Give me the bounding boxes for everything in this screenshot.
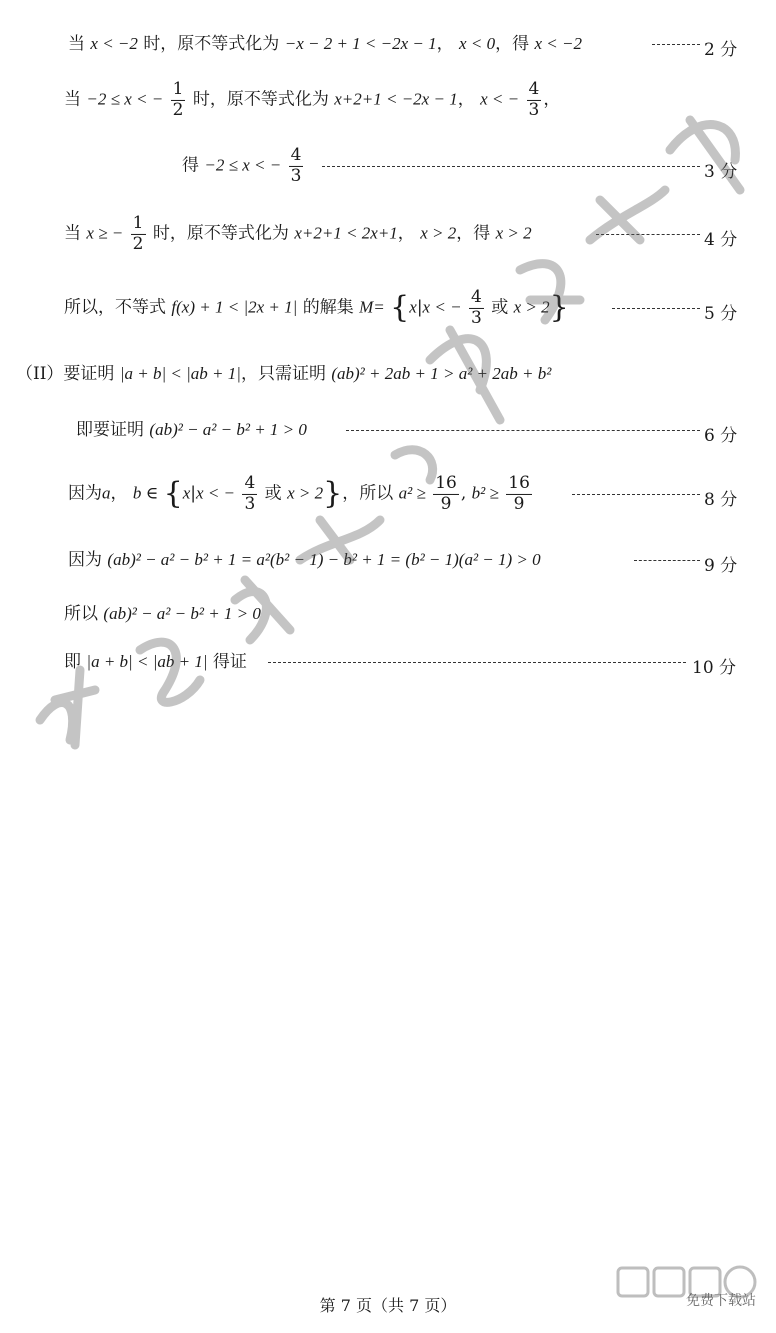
denominator: 9 xyxy=(513,493,525,514)
numerator: 4 xyxy=(290,144,302,165)
numerator: 4 xyxy=(470,286,482,307)
dash-leader xyxy=(268,662,686,663)
line-content xyxy=(64,214,532,254)
math: x < − xyxy=(480,89,520,109)
text: 当 xyxy=(68,34,85,54)
right-brace: } xyxy=(323,476,343,511)
fraction xyxy=(131,214,146,254)
math: x xyxy=(182,483,191,503)
left-brace: { xyxy=(163,476,183,511)
math: |a + b| < |ab + 1| xyxy=(119,364,241,383)
math: −2 ≤ x < − xyxy=(86,89,164,109)
denominator: 2 xyxy=(132,233,144,254)
score-label: 3 分 xyxy=(704,162,738,182)
denominator: 3 xyxy=(528,99,540,120)
solution-line-6 xyxy=(0,346,776,402)
math: M= xyxy=(359,297,385,317)
line-content xyxy=(76,421,307,439)
math: x < −2 xyxy=(534,34,582,53)
math: x ≥ − xyxy=(86,223,124,243)
dash-leader xyxy=(652,44,700,45)
numerator: 1 xyxy=(132,212,144,233)
text: 因为 xyxy=(68,483,102,504)
text: , xyxy=(460,483,467,504)
line-content xyxy=(182,146,305,186)
denominator: 3 xyxy=(470,307,482,328)
math: −2 ≤ x < − xyxy=(204,155,282,175)
fraction xyxy=(433,474,459,514)
fraction xyxy=(289,146,304,186)
math: (ab)² − a² − b² + 1 > 0 xyxy=(149,420,307,439)
text: 或 xyxy=(264,483,282,504)
line-content xyxy=(64,80,560,120)
line-content xyxy=(64,653,247,671)
line-content xyxy=(68,35,582,53)
numerator: 16 xyxy=(435,472,457,493)
dash-leader xyxy=(634,560,700,561)
math: (ab)² + 2ab + 1 > a² + 2ab + b² xyxy=(331,364,552,383)
set-bar: | xyxy=(190,483,197,504)
text: 当 xyxy=(64,223,81,244)
text: ，所以 xyxy=(342,483,394,504)
text: ，得 xyxy=(456,223,491,244)
numerator: 4 xyxy=(528,78,540,99)
math: b² ≥ xyxy=(471,483,499,503)
line-content xyxy=(68,474,534,514)
fraction xyxy=(506,474,532,514)
solution-line-8 xyxy=(0,462,776,526)
denominator: 3 xyxy=(244,493,256,514)
denominator: 2 xyxy=(172,99,184,120)
math: x < − xyxy=(196,483,236,503)
math: x+2+1 < −2x − 1 xyxy=(334,89,458,109)
math: x < −2 xyxy=(90,34,138,53)
page-footer: 第 7 页（共 7 页） xyxy=(319,1296,457,1315)
text: ， xyxy=(110,483,128,504)
math: (ab)² − a² − b² + 1 > 0 xyxy=(103,604,261,623)
line-content xyxy=(64,605,261,623)
math: x > 2 xyxy=(495,223,532,243)
line-content xyxy=(64,288,569,328)
line-content xyxy=(16,365,551,383)
dash-leader xyxy=(346,430,700,431)
right-brace: } xyxy=(549,290,569,325)
solution-line-4 xyxy=(0,202,776,266)
fraction xyxy=(469,288,484,328)
watermark-text: 免费下载站 xyxy=(686,1293,756,1309)
set-bar: | xyxy=(416,297,423,318)
score-label: 4 分 xyxy=(704,230,738,250)
text: 得 xyxy=(182,155,199,176)
text: ， xyxy=(543,89,561,110)
fraction xyxy=(527,80,542,120)
text: ， xyxy=(436,34,454,54)
text: （II）要证明 xyxy=(16,364,115,384)
text: 得证 xyxy=(212,652,247,672)
solution-line-9 xyxy=(0,532,776,588)
dash-leader xyxy=(612,308,700,309)
score-label: 2 分 xyxy=(704,40,738,60)
solution-line-3 xyxy=(0,134,776,198)
math: x > 2 xyxy=(287,483,324,503)
score-label: 5 分 xyxy=(704,304,738,324)
math: x > 2 xyxy=(420,223,457,243)
left-brace: { xyxy=(390,290,410,325)
dash-leader xyxy=(572,494,700,495)
solution-line-5 xyxy=(0,276,776,340)
math: b ∈ xyxy=(132,483,159,503)
score-label: 6 分 xyxy=(704,426,738,446)
math: x+2+1 < 2x+1 xyxy=(294,223,398,243)
text: ，得 xyxy=(495,34,530,54)
math: a² ≥ xyxy=(398,483,426,503)
denominator: 3 xyxy=(290,165,302,186)
text: 时，原不等式化为 xyxy=(152,223,289,244)
math: x < 0 xyxy=(459,34,496,53)
dash-leader xyxy=(596,234,700,235)
math: (ab)² − a² − b² + 1 = a²(b² − 1) − b² + 1 = (b² − 1)(a² − 1) > 0 xyxy=(107,550,541,569)
math: x < − xyxy=(422,297,462,317)
numerator: 1 xyxy=(172,78,184,99)
fraction xyxy=(242,474,257,514)
text: 当 xyxy=(64,89,81,110)
solution-line-2 xyxy=(0,68,776,132)
text: 所以，不等式 xyxy=(64,297,166,318)
fraction xyxy=(171,80,186,120)
score-label: 8 分 xyxy=(704,490,738,510)
math: f(x) + 1 < |2x + 1| xyxy=(171,297,298,317)
text: ， xyxy=(457,89,475,110)
text: 时，原不等式化为 xyxy=(192,89,329,110)
logo-glyph xyxy=(618,1268,648,1296)
math: x xyxy=(409,297,417,317)
text: ， xyxy=(397,223,415,244)
denominator: 9 xyxy=(440,493,452,514)
solution-line-11 xyxy=(0,634,776,690)
text: ，只需证明 xyxy=(240,364,326,384)
score-label: 10 分 xyxy=(692,658,737,678)
math: |a + b| < |ab + 1| xyxy=(86,652,208,671)
text: 因为 xyxy=(68,550,102,570)
text: 即要证明 xyxy=(76,420,144,440)
math: −x − 2 + 1 < −2x − 1 xyxy=(284,34,437,53)
dash-leader xyxy=(322,166,700,167)
text: 的解集 xyxy=(302,297,354,318)
text: 或 xyxy=(491,297,509,318)
text: 时，原不等式化为 xyxy=(143,34,280,54)
math: x > 2 xyxy=(513,297,550,317)
logo-glyph xyxy=(654,1268,684,1296)
text: 即 xyxy=(64,652,81,672)
line-content xyxy=(68,551,541,569)
text: 所以 xyxy=(64,604,98,624)
numerator: 16 xyxy=(508,472,530,493)
solution-line-7 xyxy=(0,402,776,458)
solution-line-1 xyxy=(0,14,776,74)
score-label: 9 分 xyxy=(704,556,738,576)
math: a xyxy=(102,483,111,503)
numerator: 4 xyxy=(244,472,256,493)
